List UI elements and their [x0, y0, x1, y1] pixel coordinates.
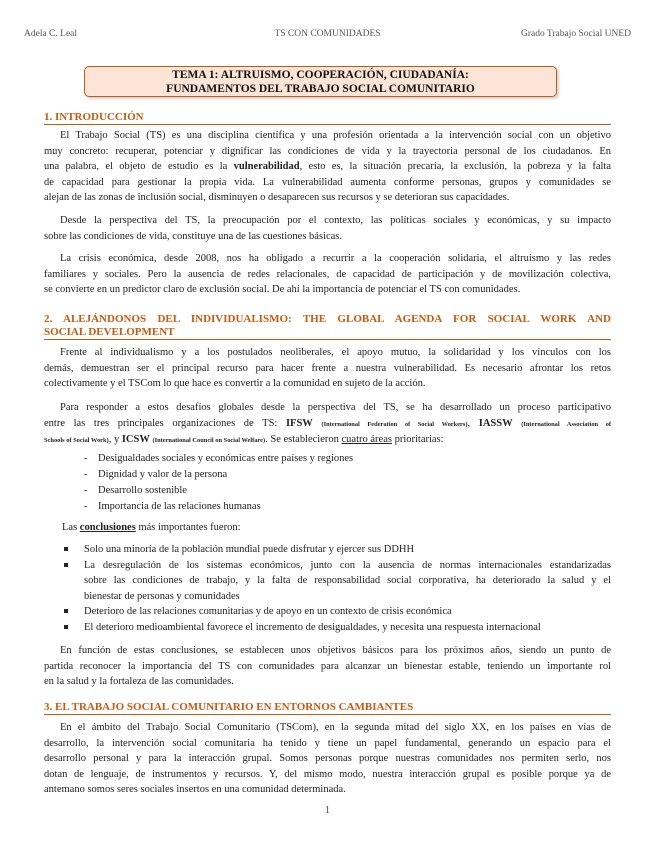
bullet-text: bienestar de personas y comunidades [84, 590, 240, 602]
bullet-item [64, 604, 611, 620]
text-line: familiares y sociales. Pero la ausencia de redes relacionales, de capacidad de participación y de movilización colectiva, [44, 268, 611, 280]
bullet-item [64, 620, 611, 636]
priority-areas-list [84, 451, 353, 515]
text-line: Frente al individualismo y a los postulados neoliberales, el apoyo mutuo, la solidaridad y los vínculos con los [60, 347, 611, 358]
text-line [44, 159, 611, 175]
text-line: alejan de las zonas de inclusión social, disminuyen o desaparecen sus recursos y se deterioran sus capacidades. [44, 192, 510, 203]
section-3-heading: 3. EL TRABAJO SOCIAL COMUNITARIO EN ENTORNOS CAMBIANTES [44, 701, 611, 715]
org-icsw-full: (International Council on Social Welfare) [152, 437, 266, 444]
section-2-heading [44, 313, 611, 340]
document-title-box [84, 66, 557, 97]
text-run: , esto es, la situación precaria, la exclusión, la pobreza y la falta [299, 161, 611, 172]
text-line: En el ámbito del Trabajo Social Comunitario (TSCom), en la segunda mitad del siglo XX, en los países en vías de [60, 722, 611, 733]
heading-line: SOCIAL DEVELOPMENT [44, 326, 175, 338]
bullet-item [64, 542, 611, 558]
text-run: , [467, 417, 479, 429]
text-line: sobre las condiciones de vida, constituye una de las cuestiones básicas. [44, 230, 342, 242]
org-ifsw: IFSW [285, 417, 313, 429]
bullet-text: Deterioro de las relaciones comunitarias y de apoyo en un contexto de crisis económica [84, 606, 452, 617]
list-item: - Desigualdades sociales y económicas entre países y regiones [84, 453, 354, 464]
s2-paragraph-1 [44, 345, 611, 392]
text-line: Desde la perspectiva del TS, la preocupación por el contexto, las políticas sociales y económicas, y su impacto [60, 215, 611, 226]
text-line: El Trabajo Social (TS) es una disciplina científica y una profesión orientada a la intervención social con un objetivo [60, 130, 611, 141]
bullet-square-icon [64, 547, 68, 551]
text-line: En función de estas conclusiones, se establecen unos objetivos básicos para los próximos años, siendo un punto de [60, 645, 611, 656]
list-item-text: Dignidad y valor de la persona [98, 469, 228, 480]
conclusions-intro [62, 520, 462, 536]
text-run: más importantes fueron: [135, 522, 241, 533]
s1-paragraph-3 [44, 251, 611, 298]
section-1-heading: 1. INTRODUCCIÓN [44, 111, 611, 125]
bullet-text: El deterioro medioambiental favorece el incremento de desigualdades, y necesita una respuesta internacional [84, 621, 541, 633]
list-item: - Importancia de las relaciones humanas [84, 501, 261, 512]
org-iassw-full: (International Association of [521, 420, 612, 428]
text-line: se convierte en un predictor claro de exclusión social. De ahí la importancia de potenciar el TS con comunidades. [44, 284, 521, 295]
header-course-title: TS CON COMUNIDADES [274, 29, 381, 39]
text-run: entre las tres principales organizaciones de TS: [44, 417, 286, 429]
text-line [44, 416, 611, 433]
text-line: partida reconocer la importancia del TS con comunidades para alcanzar un bienestar estable, teniendo un importante rol [44, 660, 611, 672]
list-item-text: Desigualdades sociales y económicas entre países y regiones [98, 453, 354, 464]
conclusiones-emphasis: conclusiones [79, 522, 136, 533]
org-iassw: IASSW [478, 417, 513, 429]
list-item: - Desarrollo sostenible [84, 485, 187, 496]
cuatro-areas-underlined: cuatro áreas [341, 434, 392, 445]
text-line [44, 432, 611, 449]
bullet-square-icon [64, 563, 68, 567]
bullet-text: Solo una minoría de la población mundial puede disfrutar y ejercer sus DDHH [84, 544, 415, 555]
text-line: muy concreto: recuperar, potenciar y dignificar las condiciones de vida y la trayectoria personal de los ciudadanos. En [44, 145, 611, 157]
text-run: prioritarias: [391, 434, 444, 445]
s1-paragraph-2 [44, 213, 611, 244]
page-number: 1 [325, 805, 330, 816]
title-line-1: TEMA 1: ALTRUISMO, COOPERACIÓN, CIUDADANÍA: [172, 69, 469, 81]
list-item: - Dignidad y valor de la persona [84, 469, 228, 480]
text-line: demás, demuestran ser el principal recurso para hacer frente a nuestra vulnerabilidad. Es necesario afrontar los retos [44, 362, 611, 374]
conclusions-list [64, 542, 611, 635]
text-line: de capacidad para gestionar la propia vida. La vulnerabilidad aumenta conforme personas, grupos y comunidades se [44, 176, 611, 188]
bullet-item [64, 558, 611, 605]
s2-paragraph-2 [44, 400, 611, 449]
text-line: La crisis económica, desde 2008, nos ha obligado a recurrir a la cooperación solidaria, el altruismo y las redes [60, 253, 611, 264]
list-item-text: Importancia de las relaciones humanas [98, 501, 261, 512]
header-degree: Grado Trabajo Social UNED [520, 29, 631, 39]
text-line: desarrollo personal y para la interacción grupal. Somos personas porque nuestras comunidades nos permiten serlo, nos [44, 753, 611, 764]
org-iassw-full-cont: Schools of Social Work) [44, 437, 109, 444]
text-line: en la salud y la fortaleza de las comunidades. [44, 676, 234, 687]
org-icsw: ICSW [121, 434, 150, 445]
text-run: , y [108, 434, 122, 445]
emphasis-vulnerabilidad: vulnerabilidad [233, 161, 300, 172]
header-author: Adela C. Leal [24, 29, 78, 39]
heading-line: 2. ALEJÁNDONOS DEL INDIVIDUALISMO: THE GLOBAL AGENDA FOR SOCIAL WORK AND [44, 313, 611, 325]
text-line: dotan de lenguaje, de instrumentos y recursos. Y, del mismo modo, nuestra interacción grupal es posible porque ya de [44, 768, 611, 780]
text-line: antemano somos seres sociales insertos en una comunidad determinada. [44, 784, 346, 795]
bullet-text: sobre las condiciones de trabajo, y la falta de responsabilidad social corporativa, ha deteriorado la salud y el [84, 575, 611, 586]
org-ifsw-full: (International Federation of Social Workers) [321, 420, 468, 428]
bullet-square-icon [64, 625, 68, 629]
s2-paragraph-3 [44, 643, 611, 690]
text-line: colectivamente y el TSCom lo que hace es convertir a la comunidad en sujeto de la acción. [44, 378, 426, 389]
text-run: . Se establecieron [265, 434, 342, 445]
text-line: Para responder a estos desafíos globales desde la perspectiva del TS, se ha desarrollado un proceso participativo [60, 402, 611, 413]
s3-paragraph-1 [44, 720, 611, 798]
text-run: una palabra, el objeto de estudio es la [44, 161, 234, 172]
text-run: Las [62, 522, 80, 533]
bullet-square-icon [64, 609, 68, 613]
text-line: desarrollo, la intervención social comunitaria ha tenido y tiene un papel fundamental, generando un espacio para el [44, 737, 611, 749]
list-item-text: Desarrollo sostenible [98, 485, 187, 496]
s1-paragraph-1 [44, 128, 611, 206]
page-header [24, 29, 631, 43]
title-line-2: FUNDAMENTOS DEL TRABAJO SOCIAL COMUNITARIO [166, 83, 475, 95]
bullet-text: La desregulación de los sistemas económicos, junto con la ausencia de normas internacionales estandarizadas [84, 559, 611, 571]
